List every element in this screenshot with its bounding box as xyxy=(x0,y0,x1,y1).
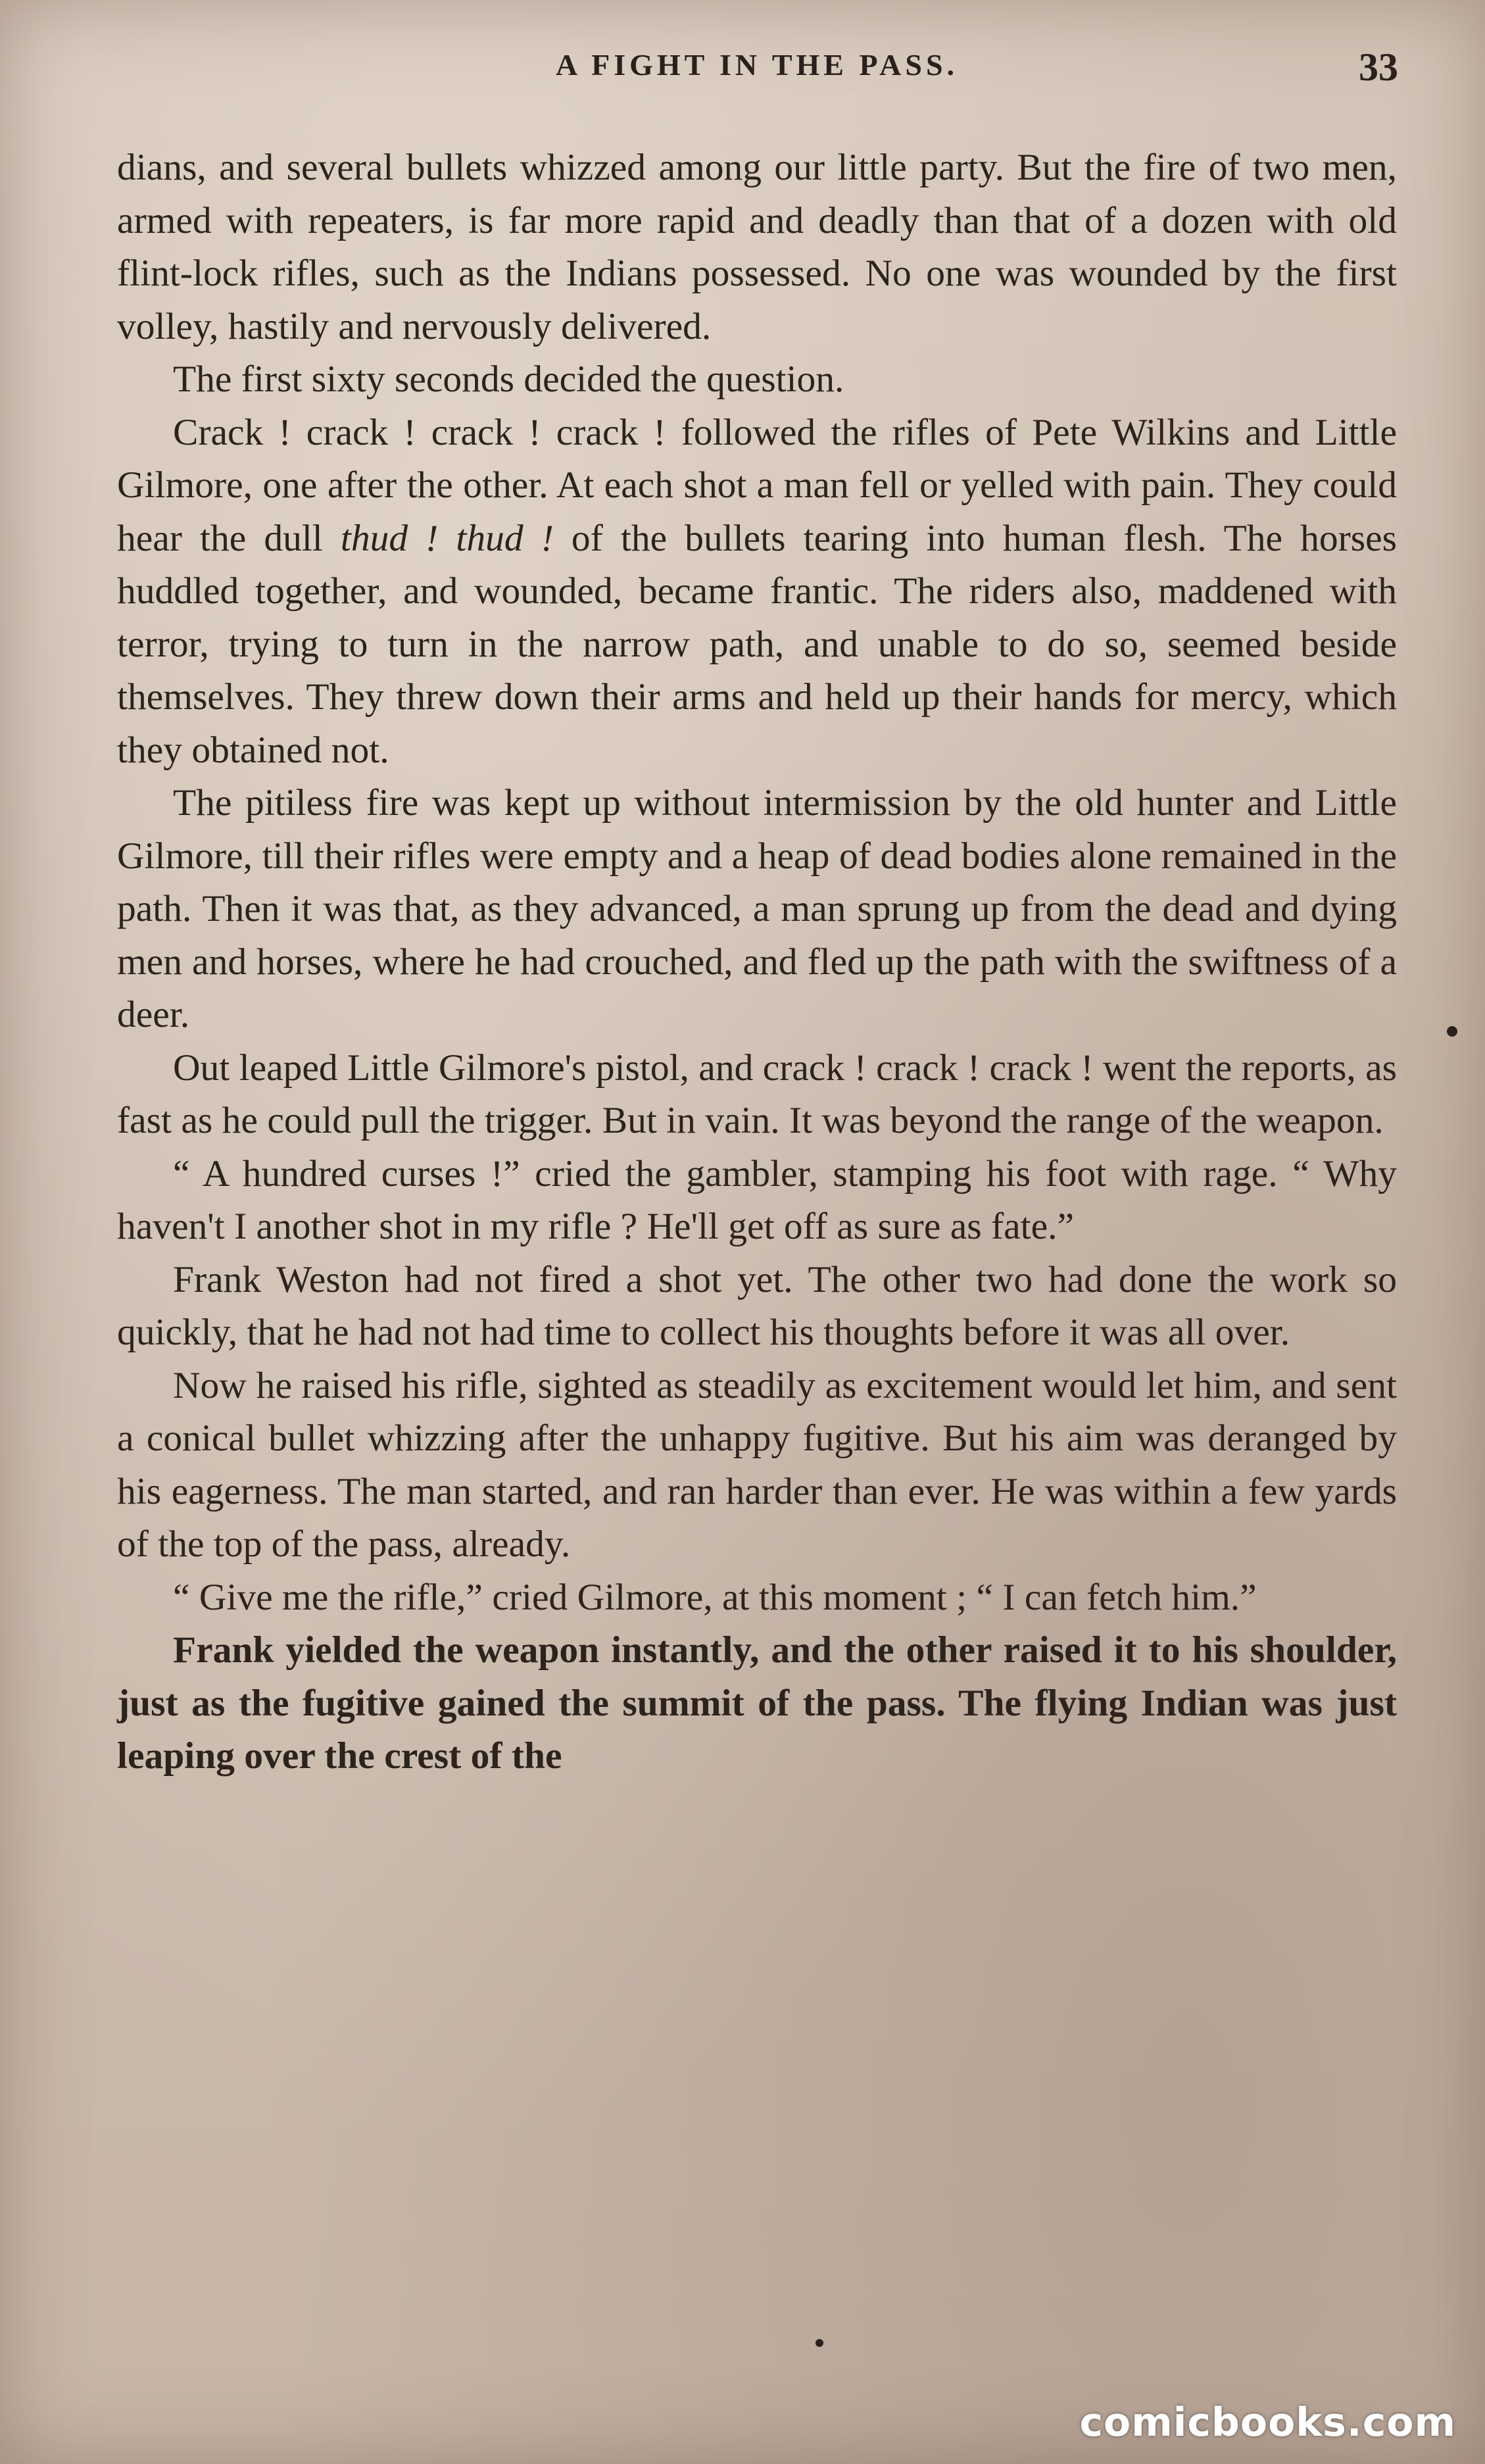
watermark-logo: comicbooks.com xyxy=(1079,2400,1456,2446)
paragraph-5: Out leaped Little Gilmore's pistol, and crack ! crack ! crack ! went the reports, as fast as he could pull the trigger. But in vain. It was beyond the range of the weapon. xyxy=(117,1047,1397,1141)
paragraph-3-text-a: Crack ! crack ! crack ! crack ! followed the rifles of Pete Wilkins and Little Gilmore, one after the other. At each shot a man fell or yelled with pain. They could hear the dull xyxy=(117,411,1397,559)
paragraph-7: Frank Weston had not fired a shot yet. The other two had done the work so quickly, that he had not had time to collect his thoughts before it was all over. xyxy=(117,1258,1397,1353)
ink-spot xyxy=(1447,1026,1457,1037)
body-text xyxy=(117,141,1397,1783)
paragraph-3 xyxy=(117,407,1397,777)
paragraph-8: Now he raised his rifle, sighted as steadily as excitement would let him, and sent a conical bullet whizzing after the unhappy fugitive. But his aim was deranged by his eagerness. The man started, and ran harder than ever. He was within a few yards of the top of the pass, already. xyxy=(117,1364,1397,1565)
paragraph-3-text-b: of the bullets tearing into human flesh. The horses huddled together, and wounded, became frantic. The riders also, maddened with terror, trying to turn in the narrow path, and unable to do so, seemed beside themselves. They threw down their arms and held up their hands for mercy, which they obtained not. xyxy=(117,517,1398,771)
paragraph-3-italic: thud ! thud ! xyxy=(340,517,554,559)
running-head: A FIGHT IN THE PASS. xyxy=(555,48,959,82)
paragraph-10: Frank yielded the weapon instantly, and the other raised it to his shoulder, just as the fugitive gained the summit of the pass. The flying Indian was just leaping over the crest of the xyxy=(117,1629,1397,1777)
page-number: 33 xyxy=(1359,45,1398,89)
paragraph-6: “ A hundred curses !” cried the gambler, stamping his foot with rage. “ Why haven't I another shot in my rifle ? He'll get off as sure as fate.” xyxy=(117,1152,1397,1247)
paragraph-1: dians, and several bullets whizzed among our little party. But the fire of two men, armed with repeaters, is far more rapid and deadly than that of a dozen with old flint-lock rifles, such as the Indians possessed. No one was wounded by the first volley, hastily and nervously delivered. xyxy=(117,147,1397,347)
paragraph-4: The pitiless fire was kept up without intermission by the old hunter and Little Gilmore, till their rifles were empty and a heap of dead bodies alone remained in the path. Then it was that, as they advanced, a man sprung up from the dead and dying men and horses, where he had crouched, and fled up the path with the swiftness of a deer. xyxy=(117,782,1397,1035)
paragraph-2: The first sixty seconds decided the question. xyxy=(173,358,844,400)
page-header xyxy=(116,47,1398,93)
paragraph-9: “ Give me the rifle,” cried Gilmore, at this moment ; “ I can fetch him.” xyxy=(173,1576,1257,1618)
ink-spot xyxy=(816,2339,823,2347)
